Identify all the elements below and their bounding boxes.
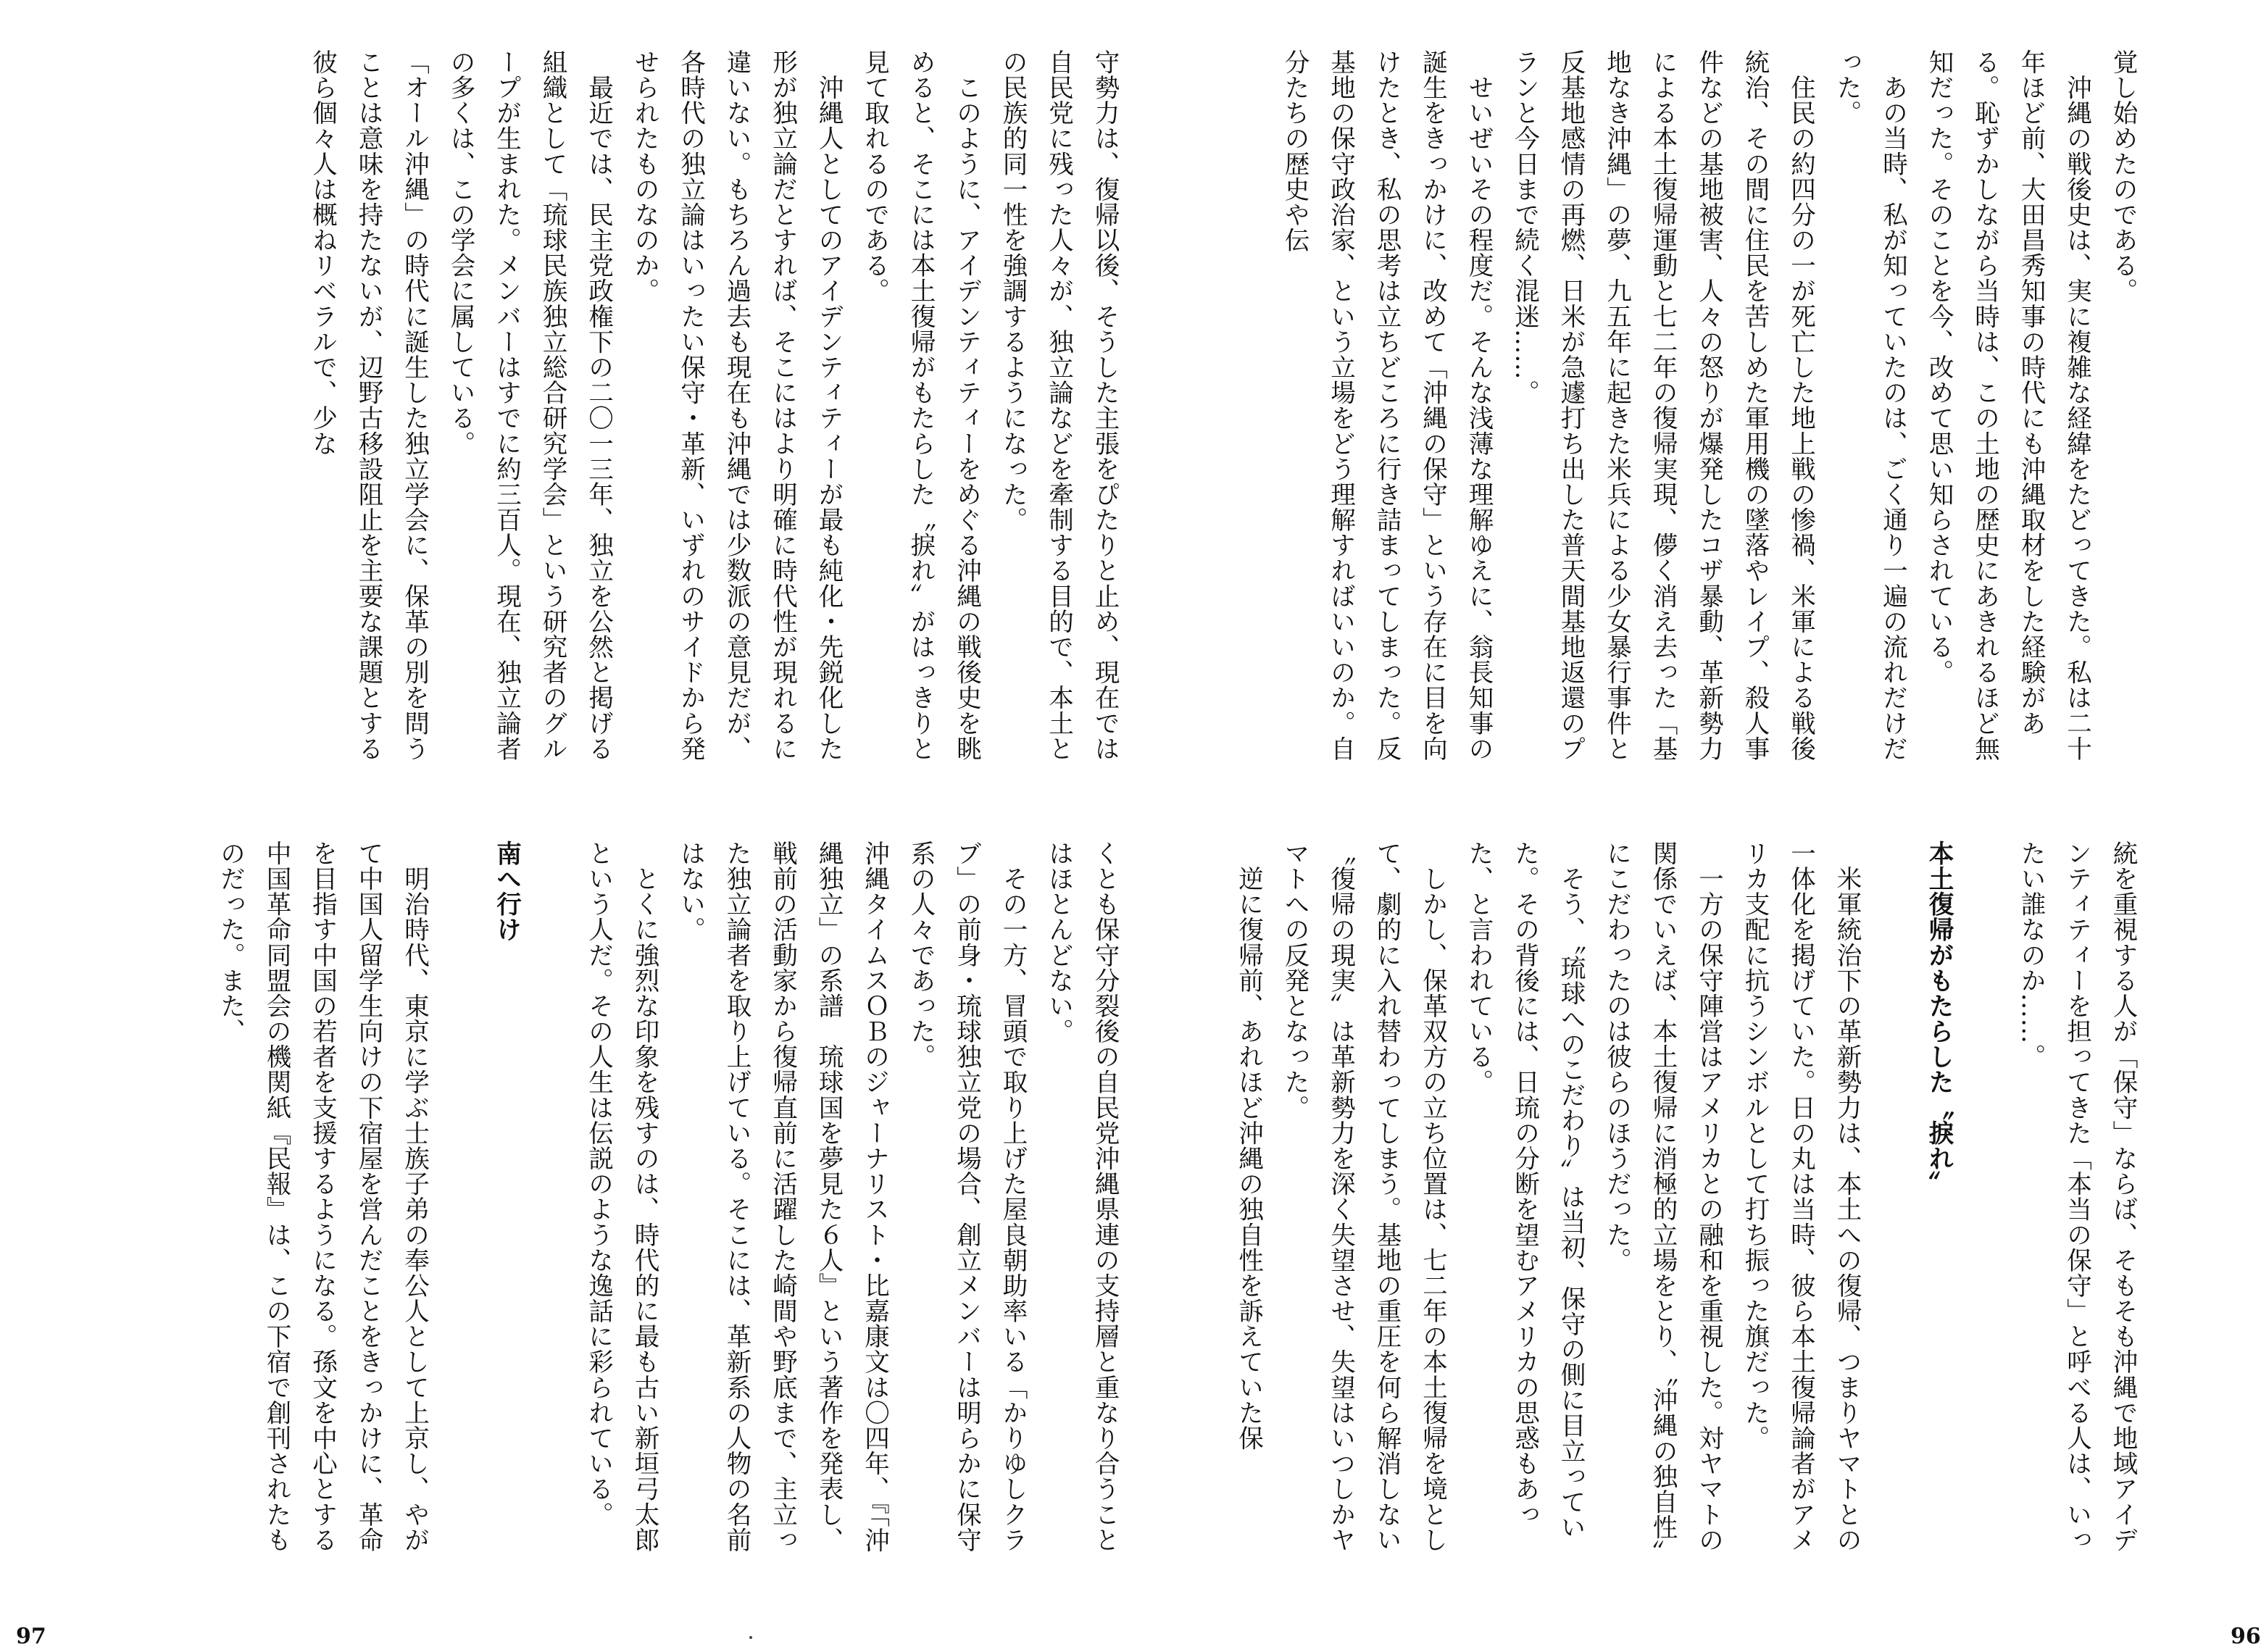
page-97-upper-text [112,49,1127,781]
page-97 [0,0,1130,1652]
paragraph: 統を重視する人が「保守」ならば、そもそも沖縄で地域アイデンティティーを担ってきた「本当の保守」と呼べる人は、いったい誰なのか……。 [2016,840,2137,1553]
paragraph: 沖縄タイムスＯＢのジャーナリスト・比嘉康文は〇四年、『「沖縄独立」の系譜 琉球国を夢見た６人』という著作を発表し、戦前の活動家から復帰直前に活躍した崎間や野底まで、主立った独立論者を取り上げている。そこには、革新系の人物の名前はない。 [675,840,889,1553]
paragraph: その一方、冒頭で取り上げた屋良朝助率いる「かりゆしクラブ」の前身・琉球独立党の場合、創立メンバーは明らかに保守系の人々であった。 [906,840,1027,1553]
paragraph: くとも保守分裂後の自民党沖縄県連の支持層と重なり合うことはほとんどない。 [1044,840,1119,1553]
paragraph: 「オール沖縄」の時代に誕生した独立学会に、保革の別を問うことは意味を持たないが、辺野古移設阻止を主要な課題とする彼ら個々人は概ねリベラルで、少な [307,49,429,762]
paragraph: 守勢力は、復帰以後、そうした主張をぴたりと止め、現在では自民党に残った人々が、独立論などを牽制する目的で、本土との民族的同一性を強調するようになった。 [998,49,1119,762]
paragraph: そう、〝琉球へのこだわり〟は当初、保守の側に目立っていた。その背後には、日琉の分断を望むアメリカの思惑もあった、と言われている。 [1464,840,1585,1540]
paragraph: とくに強烈な印象を残すのは、時代的に最も古い新垣弓太郎という人だ。その人生は伝説のような逸話に彩られている。 [583,840,659,1553]
paragraph: このように、アイデンティティーをめぐる沖縄の戦後史を眺めると、そこには本土復帰がもたらした〝捩れ〟がはっきりと見て取れるのである。 [859,49,981,762]
page-96-lower-text [1130,840,2145,1572]
paragraph: 一方の保守陣営はアメリカとの融和を重視した。対ヤマトの関係でいえば、本土復帰に消極的立場をとり、〝沖縄の独自性〟にこだわったのは彼らのほうだった。 [1602,840,1723,1566]
paragraph: しかし、保革双方の立ち位置は、七二年の本土復帰を境として、劇的に入れ替わってしまう。基地の重圧を何ら解消しない〝復帰の現実〟は革新勢力を深く失望させ、失望はいつしかヤマトへの反発となった。 [1280,840,1447,1553]
paragraph: 米軍統治下の革新勢力は、本土への復帰、つまりヤマトとの一体化を掲げていた。日の丸は当時、彼ら本土復帰論者がアメリカ支配に抗うシンボルとして打ち振った旗だった。 [1740,840,1861,1553]
paragraph: 沖縄人としてのアイデンティティーが最も純化・先鋭化した形が独立論だとすれば、そこにはより明確に時代性が現れるに違いない。もちろん過去も現在も沖縄では少数派の意見だが、各時代の独立論はいったい保守・革新、いずれのサイドから発せられたものなのか。 [630,49,843,762]
paragraph: 逆に復帰前、あれほど沖縄の独自性を訴えていた保 [1233,840,1263,1451]
section-heading: 本土復帰がもたらした〝捩れ〟 [1924,840,1953,1197]
page-number: 96 [2231,1624,2261,1649]
paragraph: せいぜいその程度だ。そんな浅薄な理解ゆえに、翁長知事の誕生をきっかけに、改めて「沖縄の保守」という存在に目を向けたとき、私の思考は立ちどころに行き詰まってしまった。反基地の保守政治家、という立場をどう理解すればいいのか。自分たちの歴史や伝 [1280,49,1493,762]
print-mark [749,1636,752,1639]
page-96-upper-text [1130,49,2145,781]
page-number: 97 [16,1624,46,1649]
paragraph: 沖縄の戦後史は、実に複雑な経緯をたどってきた。私は二十年ほど前、大田昌秀知事の時代にも沖縄取材をした経験がある。恥ずかしながら当時は、この土地の歴史にあきれるほど無知だった。そのことを今、改めて思い知らされている。 [1924,49,2091,762]
paragraph: 最近では、民主党政権下の二〇一三年、独立を公然と掲げる組織として「琉球民族独立総合研究学会」という研究者のグループが生まれた。メンバーはすでに約三百人。現在、独立論者の多くは、この学会に属している。 [446,49,613,762]
paragraph: 住民の約四分の一が死亡した地上戦の惨禍、米軍による戦後統治、その間に住民を苦しめた軍用機の墜落やレイプ、殺人事件などの基地被害、人々の怒りが爆発したコザ暴動、革新勢力による本土復帰運動と七二年の復帰実現、儚く消え去った「基地なき沖縄」の夢、九五年に起きた米兵による少女暴行事件と反基地感情の再燃、日米が急遽打ち出した普天間基地返還のプランと今日まで続く混迷……。 [1510,49,1815,762]
page-96 [1130,0,2261,1652]
paragraph: あの当時、私が知っていたのは、ごく通り一遍の流れだけだった。 [1832,49,1907,762]
page-97-lower-text [112,840,1127,1572]
paragraph: 明治時代、東京に学ぶ士族子弟の奉公人として上京し、やがて中国人留学生向けの下宿屋を営んだことをきっかけに、革命を目指す中国の若者を支援するようになる。孫文を中心とする中国革命同盟会の機関紙『民報』は、この下宿で創刊されたものだった。また、 [215,840,429,1553]
section-heading: 南へ行け [491,840,521,943]
paragraph: 覚し始めたのである。 [2108,49,2137,304]
